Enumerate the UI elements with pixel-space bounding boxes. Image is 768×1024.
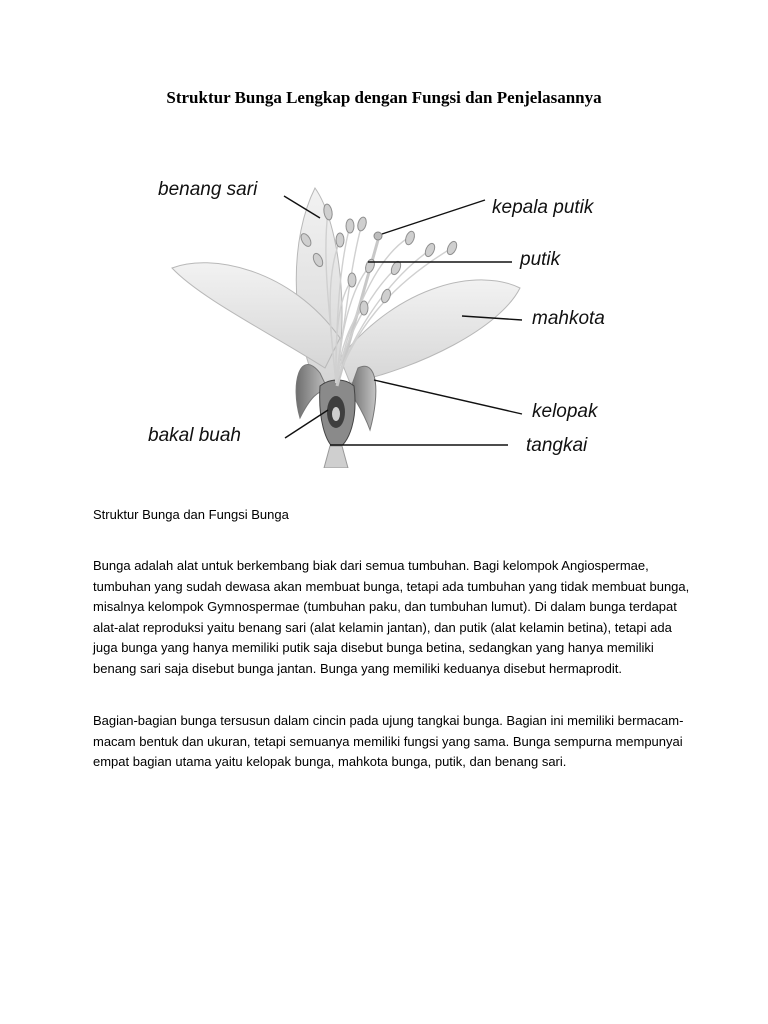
body-paragraph: Bagian-bagian bunga tersusun dalam cincin pada ujung tangkai bunga. Bagian ini memiliki bermacam-macam bentuk dan ukuran, tetapi semuanya memiliki fungsi yang sama. Bunga sempurna mempunyai empat bagian utama yaitu kelopak bunga, mahkota bunga, putik, dan benang sari. <box>93 713 684 769</box>
leader-kelopak <box>374 380 522 414</box>
stigma <box>374 232 382 240</box>
label-kelopak: kelopak <box>532 401 598 422</box>
label-tangkai: tangkai <box>526 435 588 456</box>
label-kepala-putik: kepala putik <box>492 197 594 218</box>
label-bakal-buah: bakal buah <box>148 425 241 446</box>
label-putik: putik <box>520 249 561 270</box>
label-benang-sari: benang sari <box>158 179 258 200</box>
section-heading: Struktur Bunga dan Fungsi Bunga <box>93 507 289 522</box>
document-title: Struktur Bunga Lengkap dengan Fungsi dan Penjelasannya <box>166 88 602 107</box>
stalk <box>324 446 348 468</box>
leader-kepala-putik <box>382 200 485 234</box>
label-mahkota: mahkota <box>532 308 605 329</box>
body-paragraph: Bunga adalah alat untuk berkembang biak dari semua tumbuhan. Bagi kelompok Angiospermae, tumbuhan yang sudah dewasa akan membuat bunga, tetapi ada tumbuhan yang tidak membuat bunga, misalnya kelompok Gymnospermae (tumbuhan paku, dan tumbuhan lumut). Di dalam bunga terdapat alat-alat reproduksi yaitu benang sari (alat kelamin jantan), dan putik (alat kelamin betina), tetapi ada juga bunga yang hanya memiliki putik saja disebut bunga betina, sedangkan yang hanya memiliki benang sari saja disebut bunga jantan. Bunga yang memiliki keduanya disebut hermaprodit. <box>93 558 690 676</box>
leader-bakal-buah <box>285 410 328 438</box>
flower-structure-figure <box>140 168 620 468</box>
